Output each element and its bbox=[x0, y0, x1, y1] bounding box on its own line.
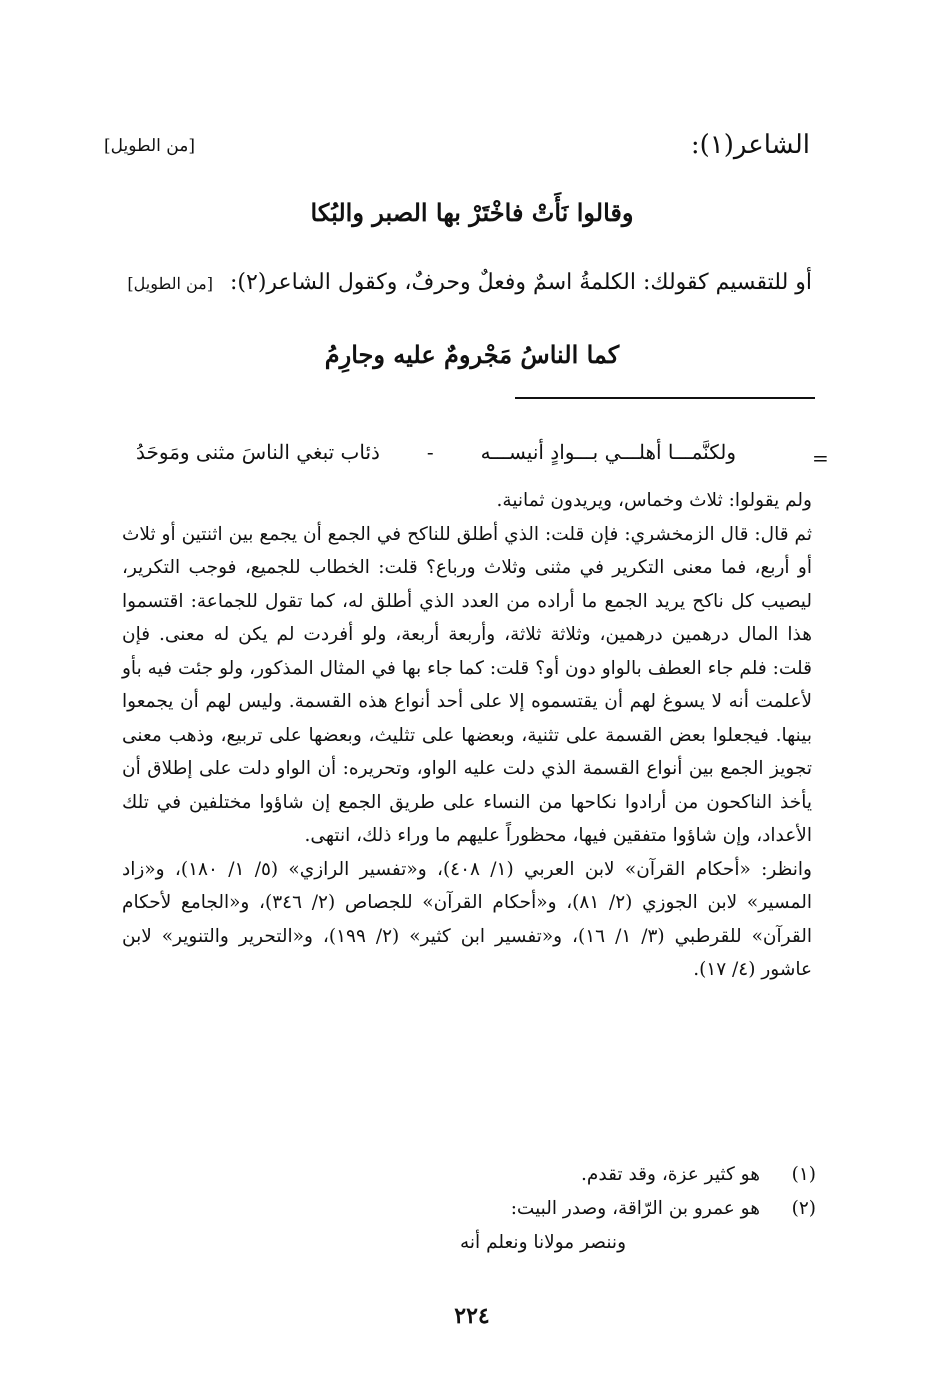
intro-meter-label: [من الطويل] bbox=[127, 274, 213, 293]
intro-line bbox=[100, 270, 812, 295]
footnote-verse bbox=[136, 440, 736, 464]
footnote-verse-line: وننصر مولانا ونعلم أنه bbox=[459, 1232, 626, 1253]
page-number: ٢٢٤ bbox=[454, 1303, 490, 1329]
footnote-number: (٢) bbox=[791, 1198, 816, 1219]
footnote-text: هو عمرو بن الرّاقة، وصدر البيت: bbox=[510, 1198, 760, 1219]
footnote-body bbox=[122, 484, 812, 987]
intro-text: أو للتقسيم كقولك: الكلمةُ اسمٌ وفعلٌ وحرفٌ، وكقول الشاعر(٢): bbox=[230, 270, 812, 295]
footnote-text: هو كثير عزة، وقد تقدم. bbox=[581, 1164, 760, 1185]
verse-2: كما الناسُ مَجْرومٌ عليه وجارِمُ bbox=[324, 340, 620, 369]
footnote-paragraph: وانظر: «أحكام القرآن» لابن العربي (١/ ٤٠٨)، و«تفسير الرازي» (٥/ ١/ ١٨٠)، و«زاد المسير» لابن الجوزي (٢/ ٨١)، و«أحكام القرآن» للجصاص (٢/ ٣٤٦)، و«الجامع لأحكام القرآن» للقرطبي (٣/ ١/ ١٦)، و«تفسير ابن كثير» (٢/ ١٩٩)، و«التحرير والتنوير» لابن عاشور (٤/ ١٧). bbox=[122, 858, 813, 980]
footnote-separator bbox=[515, 397, 815, 399]
header-line bbox=[100, 130, 844, 170]
footnote-2 bbox=[116, 1192, 816, 1226]
footnotes bbox=[116, 1158, 816, 1260]
meter-label: [من الطويل] bbox=[104, 136, 195, 156]
verse-1: وقالوا نَأَتْ فاخْتَرْ بها الصبر والبُكا bbox=[310, 198, 634, 227]
continuation-marker: = bbox=[812, 446, 829, 470]
footnote-paragraph: ولم يقولوا: ثلاث وخماس، ويريدون ثمانية. bbox=[496, 490, 812, 511]
poet-label: الشاعر(١): bbox=[690, 130, 810, 160]
footnote-paragraph: ثم قال: قال الزمخشري: فإن قلت: الذي أطلق للناكح في الجمع أن يجمع بين اثنتين أو ثلاث أو أربع، فما معنى التكرير في مثنى وثلاث ورباع؟ قلت: الخطاب للجميع، فوجب التكرير، ليصيب كل ناكح يريد الجمع ما أراده من العدد الذي أطلق له، كما تقول للجماعة: اقتسموا هذا المال درهمين درهمين، وثلاثة ثلاثة، وأربعة أربعة، ولو أفردت لم يكن له معنى. فإن قلت: فلم جاء العطف بالواو دون أو؟ قلت: كما جاء بها في المثال المذكور، ولو جئت فيه بأو لأعلمت أنه لا يسوغ لهم أن يقتسموه إلا على أحد أنواع هذه القسمة. وليس لهم أن يجمعوا بينها. فيجعلوا بعض القسمة على تثنية، وبعضها على تثليث، وبعضها على تربيع، وذهب معنى تجويز الجمع بين أنواع القسمة الذي دلت عليه الواو، وتحريره: أن الواو دلت على إطلاق أن يأخذ الناكحون من أرادوا نكاحها من النساء على طريق الجمع إن شاؤوا مختلفين في تلك الأعداد، وإن شاؤوا متفقين فيها، محظوراً عليهم ما وراء ذلك، انتهى. bbox=[122, 523, 812, 846]
footnote-number: (١) bbox=[791, 1164, 816, 1185]
verse-first-half: ولكنَّمـــا أهلـــي بـــوادٍ أنيســـه bbox=[480, 440, 736, 464]
footnote-1 bbox=[116, 1158, 816, 1192]
verse-divider: - bbox=[426, 440, 434, 464]
verse-second-half: ذئاب تبغي الناسَ مثنى ومَوحَدُ bbox=[136, 440, 380, 464]
